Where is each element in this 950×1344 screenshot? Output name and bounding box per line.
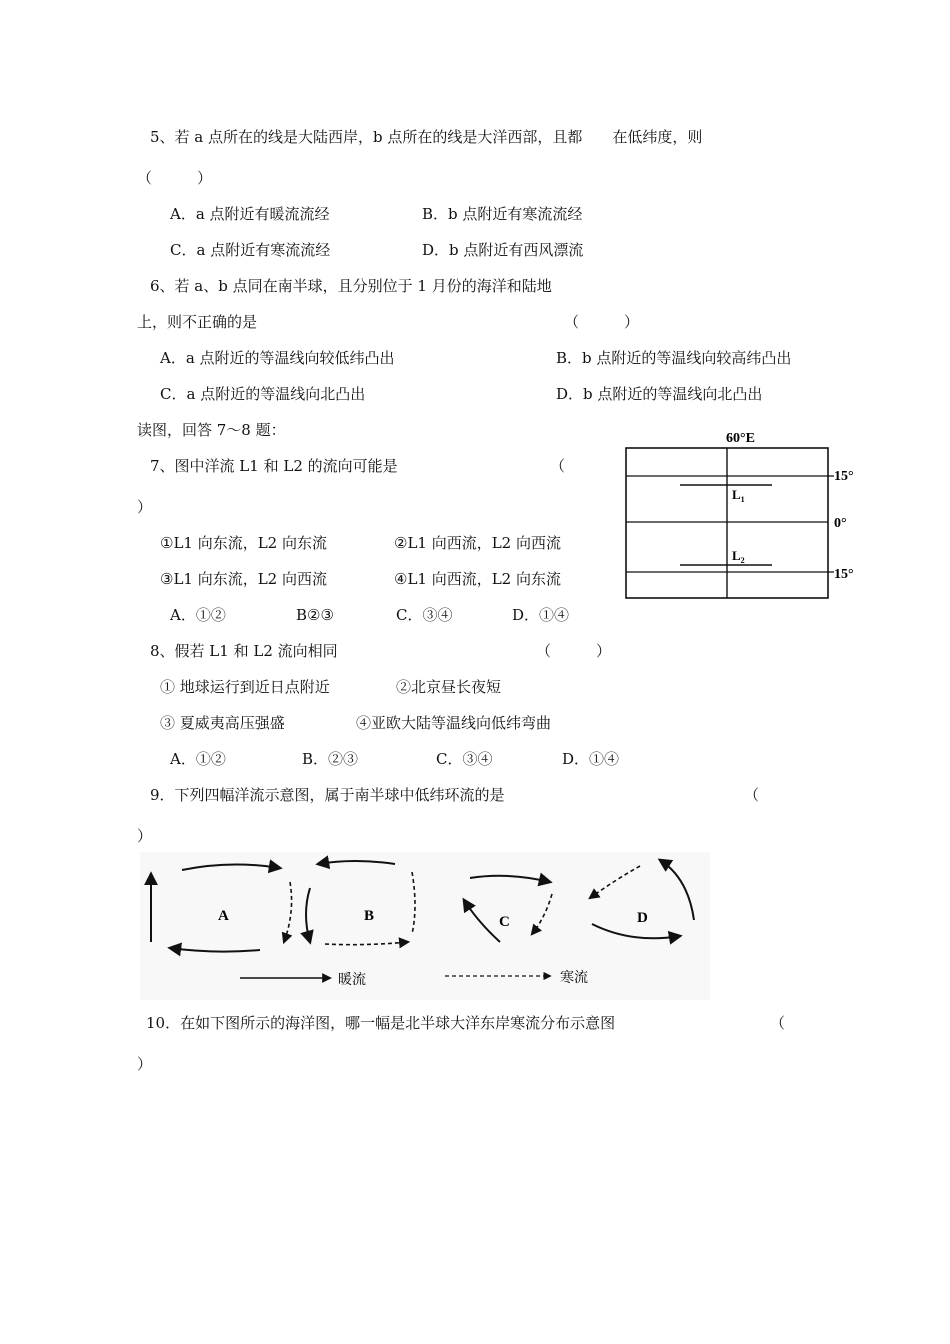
q7-option-a: A．①② (170, 606, 226, 624)
q10-paren-close: ） (137, 1055, 153, 1073)
q7-choice-4: ④L1 向西流，L2 向东流 (394, 570, 561, 588)
q6-answer-paren: （ ） (564, 313, 640, 331)
q7-choice-2: ②L1 向西流，L2 向西流 (394, 534, 561, 552)
q7-stem: 7、图中洋流 L1 和 L2 的流向可能是 (150, 457, 398, 475)
q7-option-b: B②③ (296, 606, 334, 624)
q8-option-b: B．②③ (302, 750, 359, 768)
q8-choice-3: ③ 夏威夷高压强盛 (160, 714, 285, 732)
q5-option-a: A．a 点附近有暖流流经 (170, 205, 330, 223)
label-a: A (218, 908, 229, 924)
q5-option-c: C．a 点附近有寒流流经 (170, 241, 331, 259)
current-circulation-diagrams (140, 852, 710, 1000)
label-15n: 15° (834, 469, 854, 484)
label-l1: $L_1$ (732, 487, 745, 504)
q6-stem-line1: 6、若 a、b 点同在南半球，且分别位于 1 月份的海洋和陆地 (150, 277, 552, 295)
q8-choice-1: ① 地球运行到近日点附近 (160, 678, 330, 696)
q10-stem: 10．在如下图所示的海洋图，哪一幅是北半球大洋东岸寒流分布示意图 (146, 1014, 616, 1032)
q8-choice-4: ④亚欧大陆等温线向低纬弯曲 (356, 714, 552, 732)
q8-option-d: D．①④ (562, 750, 620, 768)
q7-paren-close: ） (137, 498, 153, 516)
q10-paren-open: （ (770, 1014, 786, 1032)
q7-choice-1: ①L1 向东流，L2 向东流 (160, 534, 327, 552)
q9-paren-open: （ (744, 786, 760, 804)
q8-option-a: A．①② (170, 750, 226, 768)
label-b: B (364, 908, 375, 924)
legend-cold-label: 寒流 (560, 971, 588, 986)
q6-stem-line2: 上，则不正确的是 (137, 313, 258, 331)
q7-paren-open: （ (550, 457, 566, 475)
q6-option-b: B．b 点附近的等温线向较高纬凸出 (556, 349, 792, 367)
q7-option-d: D．①④ (512, 606, 570, 624)
q8-stem: 8、假若 L1 和 L2 流向相同 (150, 642, 338, 660)
q7-option-c: C．③④ (396, 606, 453, 624)
q5-answer-paren: （ ） (137, 169, 213, 187)
q7-choice-3: ③L1 向东流，L2 向西流 (160, 570, 327, 588)
label-equator: 0° (834, 516, 847, 531)
q5-option-d: D．b 点附近有西风漂流 (422, 241, 584, 259)
label-15s: 15° (834, 567, 854, 582)
legend-warm-label: 暖流 (338, 973, 366, 988)
q8-choice-2: ②北京昼长夜短 (396, 678, 502, 696)
read-map-instruction: 读图，回答 7～8 题： (137, 421, 286, 439)
label-c: C (499, 914, 510, 930)
q5-stem: 5、若 a 点所在的线是大陆西岸，b 点所在的线是大洋西部，且都 在低纬度，则 (150, 128, 703, 146)
meridian-label: 60°E (726, 431, 755, 446)
q8-option-c: C．③④ (436, 750, 493, 768)
q8-answer-paren: （ ） (536, 642, 612, 660)
ocean-current-map (620, 424, 870, 604)
q6-option-a: A．a 点附近的等温线向较低纬凸出 (160, 349, 395, 367)
q6-option-d: D．b 点附近的等温线向北凸出 (556, 385, 763, 403)
label-l2: $L_2$ (732, 548, 745, 565)
q6-option-c: C．a 点附近的等温线向北凸出 (160, 385, 366, 403)
label-d: D (637, 910, 648, 926)
q9-stem: 9．下列四幅洋流示意图，属于南半球中低纬环流的是 (150, 786, 505, 804)
q9-paren-close: ） (137, 827, 153, 845)
q5-option-b: B．b 点附近有寒流流经 (422, 205, 583, 223)
